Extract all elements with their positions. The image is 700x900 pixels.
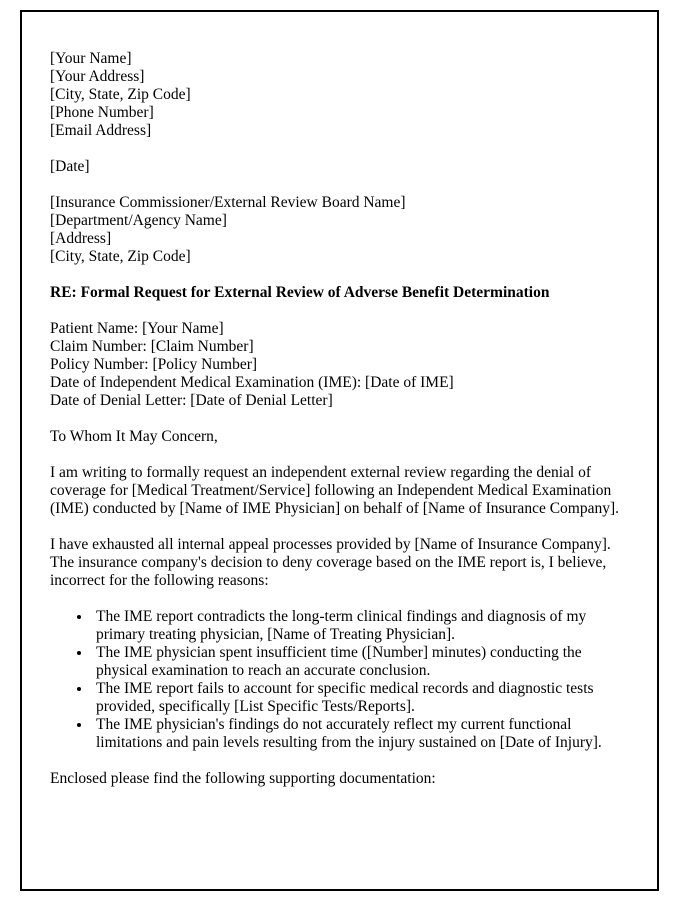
reason-item-4: • The IME physician's findings do not accurately reflect my current functional limitations and pain levels resulting from the injury sustained on [Date of Injury].	[92, 716, 629, 752]
body-paragraph-2: I have exhausted all internal appeal processes provided by [Name of Insurance Company]. The insurance company's decision to deny coverage based on the IME report is, I believe, incorrect for the following reasons:	[50, 536, 611, 589]
meta-denial-letter-date: Date of Denial Letter: [Date of Denial Letter]	[50, 392, 333, 409]
claim-meta-block	[50, 320, 629, 410]
sender-phone: [Phone Number]	[50, 104, 154, 121]
sender-name: [Your Name]	[50, 50, 132, 67]
date-line	[50, 158, 629, 176]
meta-policy-number: Policy Number: [Policy Number]	[50, 356, 258, 373]
recipient-address-block	[50, 194, 629, 266]
subject-line: RE: Formal Request for External Review of Adverse Benefit Determination	[50, 284, 550, 301]
letter-page	[20, 10, 659, 891]
sender-address: [Your Address]	[50, 68, 145, 85]
body-paragraph-1: I am writing to formally request an independent external review regarding the denial of coverage for [Medical Treatment/Service] following an Independent Medical Examination (IME) conducted by [Name of IME Physician] on behalf of [Name of Insurance Company].	[50, 464, 620, 517]
date-placeholder: [Date]	[50, 158, 90, 175]
reason-item-1: • The IME report contradicts the long-term clinical findings and diagnosis of my primary treating physician, [Name of Treating Physician].	[92, 608, 629, 644]
reason-item-2: • The IME physician spent insufficient time ([Number] minutes) conducting the physical examination to reach an accurate conclusion.	[92, 644, 629, 680]
sender-city-state-zip: [City, State, Zip Code]	[50, 86, 191, 103]
recipient-name: [Insurance Commissioner/External Review Board Name]	[50, 194, 406, 211]
reason-item-3: • The IME report fails to account for specific medical records and diagnostic tests provided, specifically [List Specific Tests/Reports].	[92, 680, 629, 716]
sender-email: [Email Address]	[50, 122, 152, 139]
closing-line: Enclosed please find the following supporting documentation:	[50, 770, 436, 787]
reasons-list	[50, 608, 629, 752]
salutation: To Whom It May Concern,	[50, 428, 218, 445]
recipient-department: [Department/Agency Name]	[50, 212, 227, 229]
meta-patient-name: Patient Name: [Your Name]	[50, 320, 224, 337]
meta-claim-number: Claim Number: [Claim Number]	[50, 338, 254, 355]
sender-address-block	[50, 50, 629, 140]
recipient-city-state-zip: [City, State, Zip Code]	[50, 248, 191, 265]
recipient-address: [Address]	[50, 230, 112, 247]
meta-ime-date: Date of Independent Medical Examination (IME): [Date of IME]	[50, 374, 454, 391]
